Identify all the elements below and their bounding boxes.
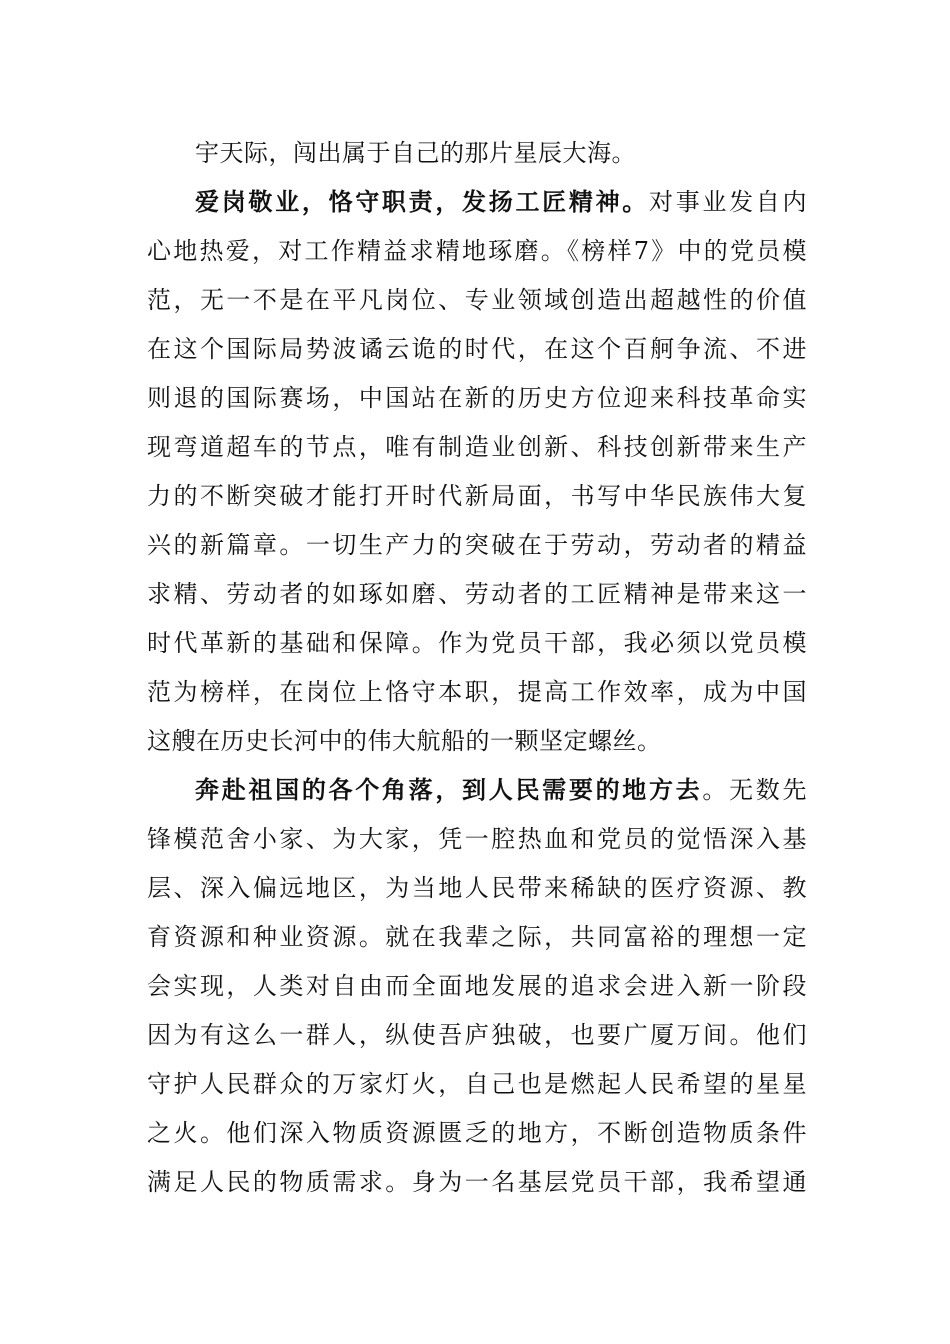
- paragraph-line: [147, 1108, 807, 1158]
- paragraph-line: [147, 422, 807, 472]
- paragraph-line: [147, 814, 807, 864]
- paragraph-line: [147, 667, 807, 717]
- line-text: 范为榜样，在岗位上恪守本职，提高工作效率，成为中国: [147, 678, 807, 706]
- line-text: 因为有这么一群人，纵使吾庐独破，也要广厦万间。他们: [147, 1021, 807, 1049]
- paragraph-line: [147, 716, 807, 766]
- paragraph-line: [147, 1059, 807, 1109]
- line-text: 宇天际，闯出属于自己的那片星辰大海。: [195, 139, 636, 167]
- line-text: 锋模范舍小家、为大家，凭一腔热血和党员的觉悟深入基: [147, 825, 807, 853]
- paragraph-line: [147, 912, 807, 962]
- line-text: 心地热爱，对工作精益求精地琢磨。《榜样7》中的党员模: [147, 237, 807, 265]
- paragraph-line: [147, 324, 807, 374]
- line-text: 守护人民群众的万家灯火，自己也是燃起人民希望的星星: [147, 1070, 807, 1098]
- paragraph-line: [195, 128, 807, 178]
- paragraph-line: [147, 1157, 807, 1207]
- line-text: 则退的国际赛场，中国站在新的历史方位迎来科技革命实: [147, 384, 807, 412]
- line-text: 时代革新的基础和保障。作为党员干部，我必须以党员模: [147, 629, 807, 657]
- paragraph-heading: 奔赴祖国的各个角落，到人民需要的地方去: [195, 775, 703, 804]
- paragraph-line: [147, 520, 807, 570]
- paragraph-heading: 爱岗敬业，恪守职责，发扬工匠精神。: [195, 187, 649, 216]
- paragraph-line: [147, 618, 807, 668]
- line-text: 会实现，人类对自由而全面地发展的追求会进入新一阶段: [147, 972, 807, 1000]
- paragraph-line: [147, 226, 807, 276]
- paragraph-line: [147, 373, 807, 423]
- line-text: 范，无一不是在平凡岗位、专业领域创造出超越性的价值: [147, 286, 807, 314]
- paragraph-line: [147, 1010, 807, 1060]
- paragraph-line: [147, 275, 807, 325]
- line-text: 力的不断突破才能打开时代新局面，书写中华民族伟大复: [147, 482, 807, 510]
- line-text: 现弯道超车的节点，唯有制造业创新、科技创新带来生产: [147, 433, 807, 461]
- line-text: 满足人民的物质需求。身为一名基层党员干部，我希望通: [147, 1168, 807, 1196]
- line-text: 。无数先: [702, 776, 808, 804]
- line-text: 层、深入偏远地区，为当地人民带来稀缺的医疗资源、教: [147, 874, 807, 902]
- line-text: 在这个国际局势波谲云诡的时代，在这个百舸争流、不进: [147, 335, 807, 363]
- line-text: 求精、劳动者的如琢如磨、劳动者的工匠精神是带来这一: [147, 580, 807, 608]
- paragraph-line: [147, 569, 807, 619]
- line-text: 兴的新篇章。一切生产力的突破在于劳动，劳动者的精益: [147, 531, 807, 559]
- line-text: 之火。他们深入物质资源匮乏的地方，不断创造物质条件: [147, 1119, 807, 1147]
- line-text: 育资源和种业资源。就在我辈之际，共同富裕的理想一定: [147, 923, 807, 951]
- paragraph-line: [147, 863, 807, 913]
- paragraph-line: [147, 471, 807, 521]
- paragraph-line: [195, 765, 807, 815]
- paragraph-line: [147, 961, 807, 1011]
- paragraph-line: [195, 177, 807, 227]
- line-text: 这艘在历史长河中的伟大航船的一颗坚定螺丝。: [147, 727, 662, 755]
- line-text: 对事业发自内: [648, 188, 808, 216]
